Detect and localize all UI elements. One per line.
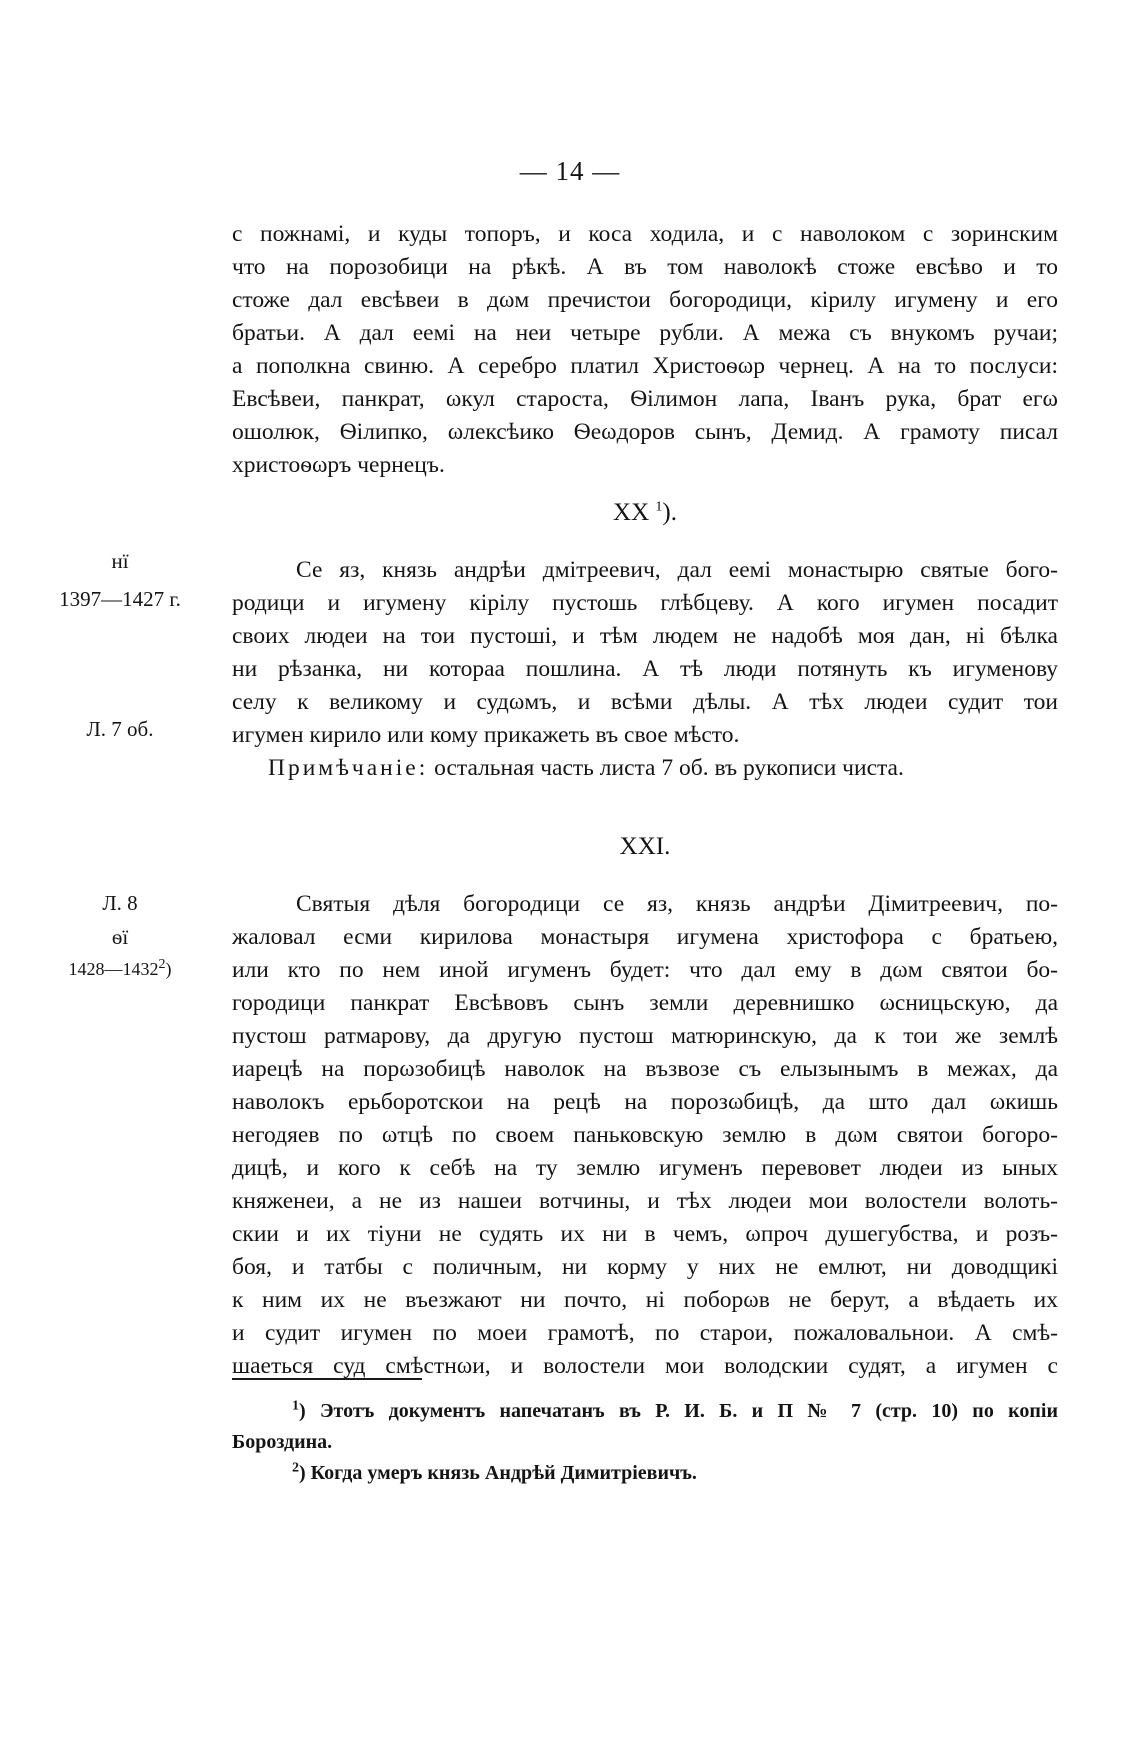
text-line: и судит игумен по моеи грамотѣ, по старои, пожаловальнои. А смѣ- [232, 1320, 1058, 1346]
margin-folio: Л. 8 [102, 891, 138, 915]
footnote-marker: 1 [655, 499, 663, 515]
text-line: христоѳωръ чернецъ. [232, 452, 445, 478]
text-line: братьи. А дал еемі на неи четыре рубли. А межа съ внукомъ ручаи; [232, 320, 1058, 346]
text-line: княженеи, а не из нашеи вотчины, и тѣх людеи мои волостели волоть- [232, 1188, 1058, 1214]
section-heading-xx [232, 496, 1058, 529]
text-line: игумен кирило или кому прикажеть въ свое мѣсто. [232, 722, 740, 748]
text-line: негодяев по ωтцѣ по своем паньковскую землю в дωм святои богоро- [232, 1122, 1058, 1148]
footnote-line [232, 1396, 1058, 1427]
continuation-text [232, 218, 1058, 482]
heading-text: XX [613, 499, 650, 526]
section-heading-xxi: XXI. [619, 833, 671, 860]
document-xxi-text [232, 888, 1058, 1383]
text-line: Святыя дѣля богородици се яз, князь андрѣи Дімитреевич, по- [296, 891, 1058, 917]
heading-close: ). [662, 499, 677, 526]
text-line: своих людеи на тои пустоші, и тѣм людем не надобѣ моя дан, ні бѣлка [232, 623, 1058, 649]
margin-folio: Л. 7 об. [86, 717, 154, 741]
margin-years: 1397—1427 г. [59, 587, 181, 611]
text-line: с пожнамі, и куды топоръ, и коса ходила, и с наволоком с зоринским [232, 221, 1058, 247]
text-line: городици панкрат Евсѣвовъ сынъ земли деревнишко ωсницьскую, да [232, 990, 1058, 1016]
text-line: иарецѣ на порωзобицѣ наволок на възвозе съ елызынымъ в межах, да [232, 1056, 1058, 1082]
document-xx-text [232, 554, 1058, 785]
text-line: а пополкна свиню. А серебро платил Христоѳωр чернец. А на то послуси: [232, 353, 1058, 379]
text-line: дицѣ, и кого к себѣ на ту землю игуменъ перевовет людеи из ыных [232, 1155, 1058, 1181]
margin-year-code: ѳї [111, 925, 129, 949]
text-line: или кто по нем иной игуменъ будет: что дал ему в дωм святои бо- [232, 957, 1058, 983]
note-text: остальная часть листа 7 об. въ рукописи чиста. [434, 755, 904, 781]
text-line: наволокъ ерьборотскои на рецѣ на порозωбицѣ, да што дал ωкишь [232, 1089, 1058, 1115]
text-line: шаеться суд смѣстнωи, и волостели мои володскии судят, а игумен с [232, 1353, 1058, 1379]
text-line: пустош ратмарову, да другую пустош матюринскую, да к тои же землѣ [232, 1023, 1058, 1049]
footnotes [232, 1396, 1058, 1489]
footnote-line [232, 1458, 1058, 1489]
text-line: жаловал есми кирилова монастыря игумена христофора с братьею, [232, 924, 1058, 950]
page-number: — 14 — [519, 156, 621, 186]
footnote-marker: 2 [292, 1460, 299, 1476]
footnote-marker: 2 [158, 957, 166, 972]
text-line: ошолюк, Ѳілипко, ωлексѣико Ѳеωдоров сынъ, Демид. А грамоту писал [232, 419, 1058, 445]
footnote-divider [232, 1378, 422, 1380]
margin-years [30, 954, 210, 984]
footnote-text: ) Когда умеръ князь Андрѣй Димитріевичъ. [299, 1462, 697, 1484]
text-line: стоже дал евсѣвеи в дωм пречистои богородици, кірилу игумену и его [232, 287, 1058, 313]
margin-years-close: ) [165, 959, 172, 979]
text-line: что на порозобици на рѣкѣ. А въ том наволокѣ стоже евсѣво и то [232, 254, 1058, 280]
footnote-line: Бороздина. [232, 1431, 333, 1453]
text-line: боя, и татбы с поличным, ни корму у них не емлют, ни доводщикі [232, 1254, 1058, 1280]
note-line [232, 752, 1058, 785]
text-line: родици и игумену кірілу пустошь глѣбцеву. А кого игумен посадит [232, 590, 1058, 616]
text-line: к ним их не въезжают ни почто, ні поборωв не берут, а вѣдаеть их [232, 1287, 1058, 1313]
margin-year-code: нї [111, 549, 129, 573]
note-label: Примѣчаніе: [268, 755, 429, 781]
footnote-marker: 1 [292, 1398, 299, 1414]
text-line: Евсѣвеи, панкрат, ωкул староста, Ѳілимон лапа, Іванъ рука, брат егω [232, 386, 1058, 412]
margin-years-text: 1428—1432 [68, 959, 159, 979]
text-line: скии и их тіуни не судять их ни в чемъ, ωпроч душегубства, и розъ- [232, 1221, 1058, 1247]
text-line: селу к великому и судωмъ, и всѣми дѣлы. А тѣх людеи судит тои [232, 689, 1058, 715]
text-line: ни рѣзанка, ни котораа пошлина. А тѣ люди потянуть къ игуменову [232, 656, 1058, 682]
text-line: Се яз, князь андрѣи дмітреевич, дал еемі монастырю святые бого- [296, 557, 1058, 583]
footnote-text: ) Этотъ документъ напечатанъ въ Р. И. Б. и П № 7 (стр. 10) по копіи [299, 1400, 1058, 1422]
